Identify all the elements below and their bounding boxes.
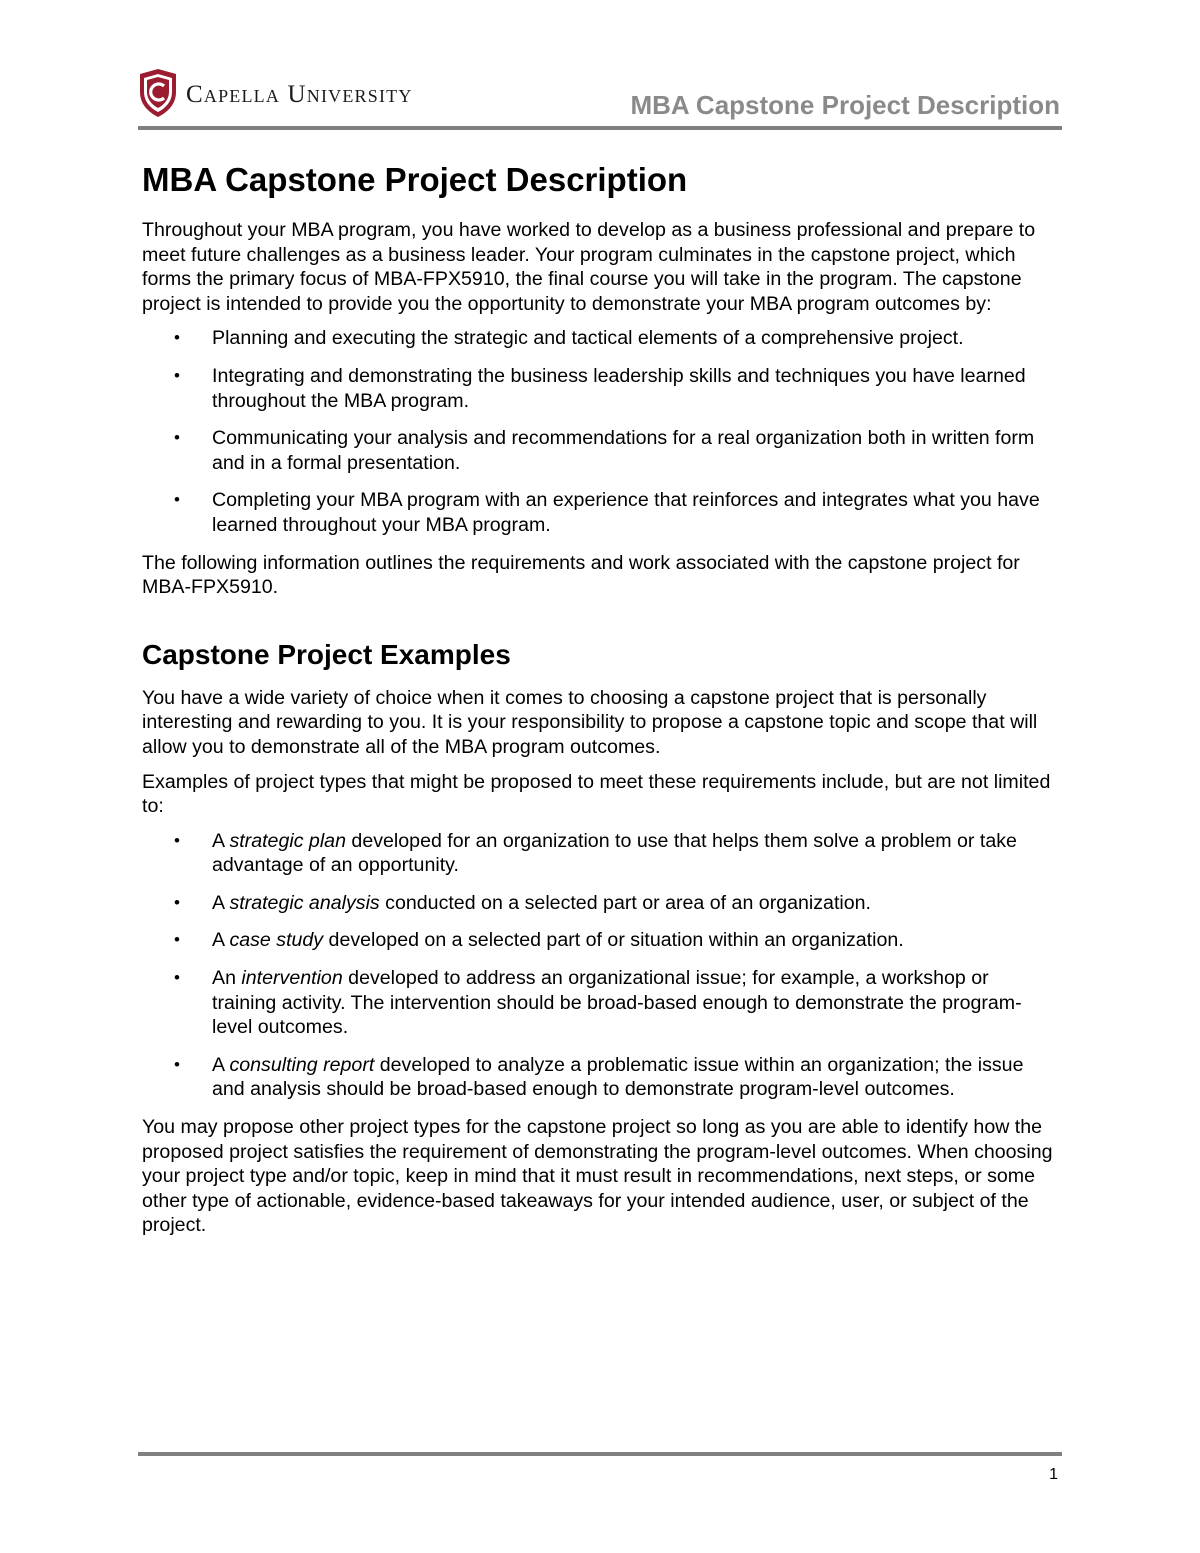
list-item: • A strategic analysis conducted on a selected part or area of an organization. bbox=[174, 891, 871, 914]
logo-text: Capella University bbox=[186, 81, 413, 108]
header-title: MBA Capstone Project Description bbox=[630, 90, 1060, 120]
footer-divider bbox=[138, 1452, 1062, 1456]
bullet-icon: • bbox=[174, 930, 180, 950]
outcomes-list bbox=[142, 326, 1058, 537]
bullet-icon: • bbox=[174, 490, 180, 510]
intro-paragraph: Throughout your MBA program, you have worked to develop as a business professional and prepare to meet future challenges as a business leader. Your program culminates in the capstone project, which forms the primary focus of MBA-FPX5910, the final course you will take in the program. The capstone project is intended to provide you the opportunity to demonstrate your MBA program outcomes by: bbox=[142, 219, 1036, 315]
bullet-icon: • bbox=[174, 328, 180, 348]
list-item: • Completing your MBA program with an experience that reinforces and integrates what you have learned throughout your MBA program. bbox=[174, 489, 1040, 536]
bullet-icon: • bbox=[174, 428, 180, 448]
list-item: • A consulting report developed to analyze a problematic issue within an organization; the issue and analysis should be broad-based enough to demonstrate program-level outcomes. bbox=[174, 1053, 1024, 1101]
list-item: • An intervention developed to address an organizational issue; for example, a workshop or training activity. The intervention should be broad-based enough to demonstrate the program-level outcomes. bbox=[174, 967, 1022, 1039]
document-body bbox=[142, 160, 1058, 1248]
bullet-icon: • bbox=[174, 830, 180, 850]
examples-lead-paragraph: Examples of project types that might be proposed to meet these requirements include, but are not limited to: bbox=[142, 770, 1051, 818]
bullet-icon: • bbox=[174, 892, 180, 912]
list-item: • Planning and executing the strategic and tactical elements of a comprehensive project. bbox=[174, 327, 964, 350]
page-header bbox=[138, 68, 1062, 130]
page-number: 1 bbox=[1049, 1466, 1058, 1483]
examples-intro-paragraph: You have a wide variety of choice when it comes to choosing a capstone project that is personally interesting and rewarding to you. It is your responsibility to propose a capstone topic and scope that will allow you to demonstrate all of the MBA program outcomes. bbox=[142, 686, 1038, 758]
bullet-icon: • bbox=[174, 365, 180, 385]
closing-paragraph: The following information outlines the requirements and work associated with the capstone project for MBA-FPX5910. bbox=[142, 551, 1020, 599]
examples-list bbox=[142, 829, 1058, 1102]
university-logo bbox=[138, 68, 413, 118]
section-heading-description: MBA Capstone Project Description bbox=[142, 161, 688, 198]
final-paragraph: You may propose other project types for the capstone project so long as you are able to identify how the proposed project satisfies the requirement of demonstrating the program-level outcomes. When choosing your project type and/or topic, keep in mind that it must result in recommendations, next steps, or some other type of actionable, evidence-based takeaways for your intended audience, user, or subject of the project. bbox=[142, 1116, 1053, 1237]
header-divider bbox=[138, 126, 1062, 130]
capella-shield-icon bbox=[138, 68, 178, 118]
list-item: • A case study developed on a selected part of or situation within an organization. bbox=[174, 929, 904, 952]
list-item: • Communicating your analysis and recommendations for a real organization both in written form and in a formal presentation. bbox=[174, 427, 1035, 474]
bullet-icon: • bbox=[174, 1054, 180, 1074]
bullet-icon: • bbox=[174, 968, 180, 988]
list-item: • A strategic plan developed for an organization to use that helps them solve a problem or take advantage of an opportunity. bbox=[174, 829, 1017, 877]
list-item: • Integrating and demonstrating the business leadership skills and techniques you have learned throughout the MBA program. bbox=[174, 364, 1026, 412]
section-heading-examples: Capstone Project Examples bbox=[142, 638, 511, 670]
